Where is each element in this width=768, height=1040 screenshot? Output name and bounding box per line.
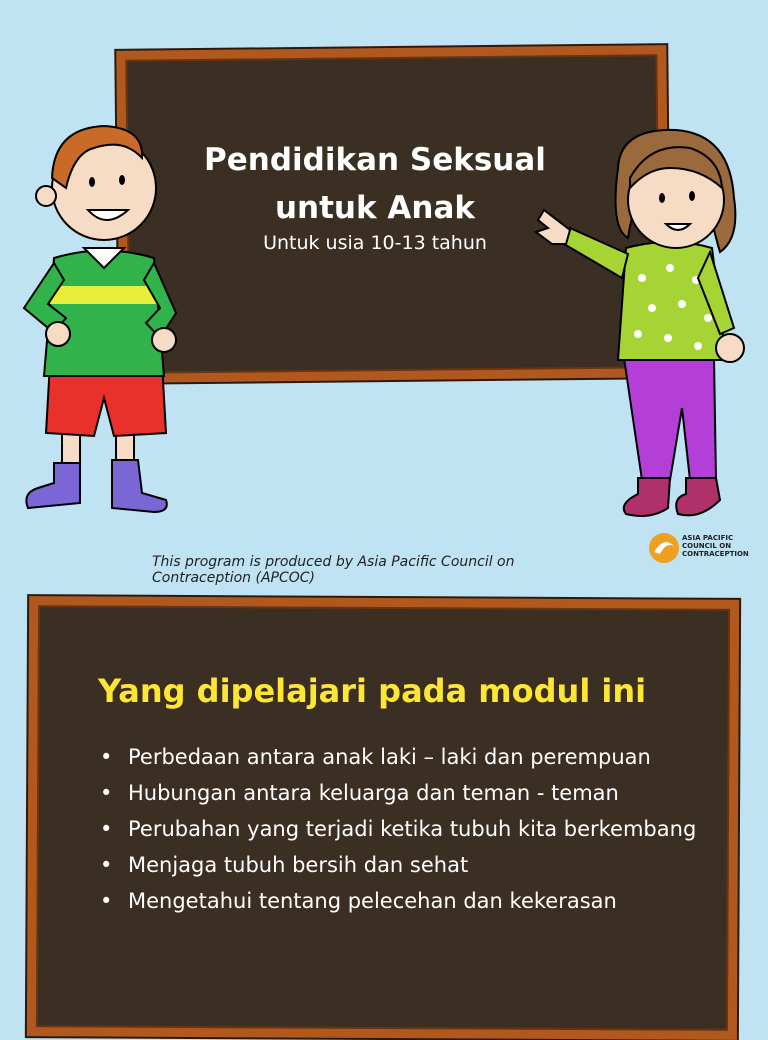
list-item [98,778,698,808]
content-slide [0,592,768,1024]
bullet-icon: • [100,745,113,769]
apcoc-logo-icon [646,528,682,572]
logo-line: ASIA PACIFIC [682,534,734,542]
slide-title-line1: Pendidikan Seksual [204,142,546,178]
list-item [98,742,698,772]
bullet-text: Mengetahui tentang pelecehan dan kekerasan [128,889,617,913]
credit-text: This program is produced by Asia Pacific Council on Contraception (APCOC) [152,554,515,586]
apcoc-logo [646,528,756,572]
slide-title: Yang dipelajari pada modul ini [98,672,647,710]
girl-illustration [530,128,756,526]
slide-title-line2: untuk Anak [274,190,476,226]
bullet-list [98,742,698,922]
logo-line: CONTRACEPTION [682,550,749,558]
slide-subtitle: Untuk usia 10-13 tahun [263,232,487,254]
bullet-text: Menjaga tubuh bersih dan sehat [128,853,469,877]
bullet-text: Perubahan yang terjadi ketika tubuh kita berkembang [128,817,697,841]
bullet-icon: • [100,781,113,805]
bullet-text: Hubungan antara keluarga dan teman - teman [128,781,619,805]
list-item [98,814,698,844]
bullet-icon: • [100,817,113,841]
bullet-text: Perbedaan antara anak laki – laki dan perempuan [128,745,651,769]
list-item [98,850,698,880]
list-item [98,886,698,916]
bullet-icon: • [100,853,113,877]
bullet-icon: • [100,889,113,913]
logo-line: COUNCIL ON [682,542,732,550]
boy-illustration [14,108,184,520]
